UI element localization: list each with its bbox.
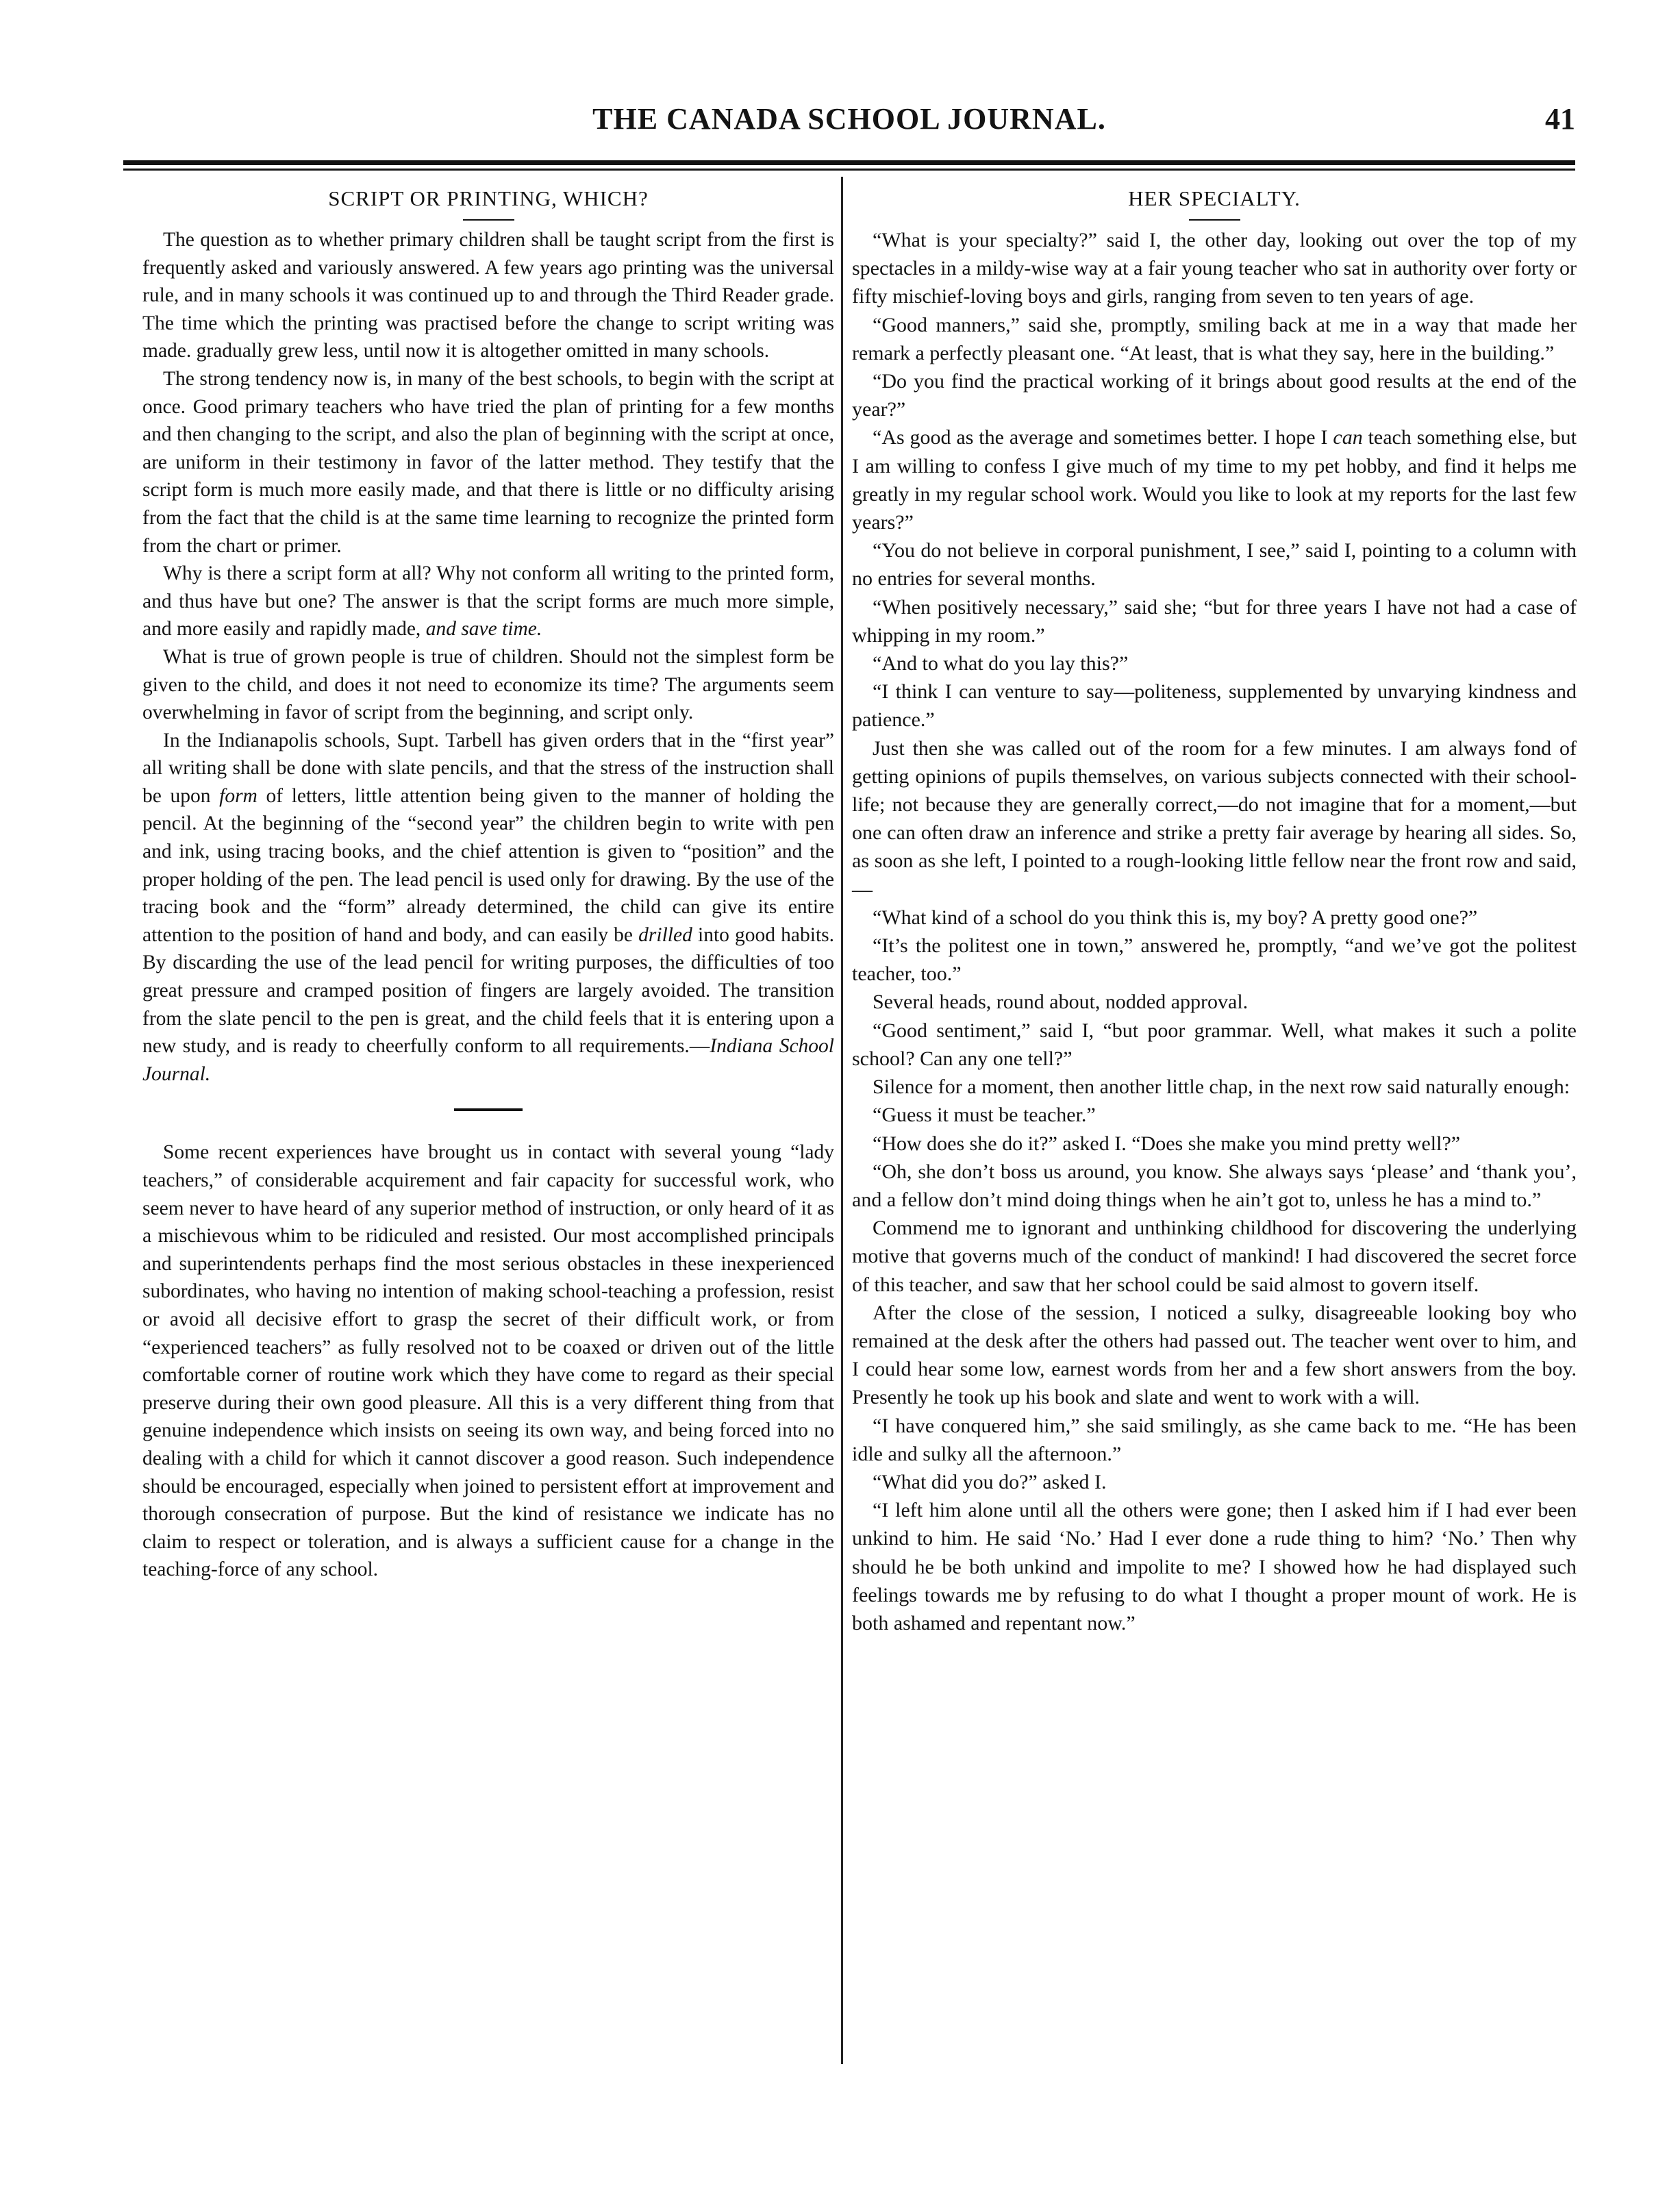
paragraph-text: “As good as the average and sometimes better. I hope I — [873, 426, 1328, 449]
paragraph-text: teach something else, but I am willing to confess I give much of my time to my pet hobby, and find it helps me greatly in my regular school work. Would you like to look at my reports for the last few years?” — [852, 426, 1577, 534]
emphasis-text: drilled — [638, 923, 692, 946]
paragraph: “Good sentiment,” said I, “but poor grammar. Well, what makes it such a polite school? Can any one tell?” — [852, 1019, 1577, 1070]
column-divider — [841, 177, 843, 2064]
paragraph: Several heads, round about, nodded approval. — [873, 991, 1249, 1014]
journal-title: THE CANADA SCHOOL JOURNAL. — [592, 102, 1106, 136]
emphasis-text: can — [1333, 426, 1363, 449]
paragraph: The question as to whether primary children shall be taught script from the first is frequently asked and variously answered. A few years ago printing was the universal rule, and in many schools it was continued up to and through the Third Reader grade. The time which the printing was practised before the change to script writing was made. gradually grew less, until now it is altogether omitted in many schools. — [142, 229, 834, 362]
source-citation: Indiana School Journal. — [142, 1035, 834, 1085]
paragraph: Commend me to ignorant and unthinking childhood for discovering the underlying motive that governs much of the conduct of mankind! I had discovered the secret force of this teacher, and saw that her school could be said almost to govern itself. — [852, 1217, 1577, 1296]
paragraph: “Oh, she don’t boss us around, you know. She always says ‘please’ and ‘thank you’, and a fellow don’t mind doing things when he ain’t got to, unless he has a mind to.” — [852, 1160, 1577, 1211]
paragraph: What is true of grown people is true of children. Should not the simplest form be given to the child, and does it not need to economize its time? The arguments seem overwhelming in favor of script from the beginning, and script only. — [142, 645, 834, 724]
paragraph: “I have conquered him,” she said smilingly, as she came back to me. “He has been idle and sulky all the afternoon.” — [852, 1414, 1577, 1465]
article-heading-her-specialty: HER SPECIALTY. — [1128, 186, 1301, 210]
paragraph: “Guess it must be teacher.” — [873, 1104, 1096, 1127]
paragraph-text: into good habits. By discarding the use of the lead pencil for writing purposes, the difficulties of too great pressure and cramped position of fingers are largely avoided. The transition from the slate pencil to the pen is great, and the child feels that it is entering upon a new study, and is ready to cheerfully conform to all requirements.— — [142, 923, 835, 1058]
article-heading-script-or-printing: SCRIPT OR PRINTING, WHICH? — [328, 186, 649, 210]
paragraph: “I left him alone until all the others were gone; then I asked him if I had ever been unkind to him. He said ‘No.’ Had I ever done a rude thing to him? ‘No.’ Then why should he be both unkind and impolite to me? I showed how he had displayed such feelings towards me by refusing to do what I thought a proper mount of work. He is both ashamed and repentant now.” — [852, 1499, 1577, 1634]
heading-rule — [1189, 219, 1240, 221]
section-rule — [454, 1108, 523, 1111]
paragraph: “What is your specialty?” said I, the other day, looking out over the top of my spectacles in a mildy-wise way at a fair young teacher who sat in authority over forty or fifty mischief-loving boys and girls, ranging from seven to ten years of age. — [852, 229, 1577, 308]
paragraph: After the close of the session, I noticed a sulky, disagreeable looking boy who remained at the desk after the others had passed out. The teacher went over to him, and I could hear some low, earnest words from her and a few short answers from the boy. Presently he took up his book and slate and went to work with a will. — [852, 1301, 1577, 1409]
emphasis-text: form — [219, 784, 258, 807]
paragraph: Some recent experiences have brought us in contact with several young “lady teachers,” of considerable acquirement and fair capacity for successful work, who seem never to have heard of any superior method of instruction, or only heard of it as a mischievous whim to be ridiculed and resisted. Our most accomplished principals and superintendents perhaps find the most serious obstacles in these inexperienced subordinates, who having no intention of making school-teaching a profession, resist or avoid all decisive effort to grasp the secret of their difficult work, or from “experienced teachers” as fully resolved not to be coaxed or driven out of the little comfortable corner of routine work which they have come to regard as their special preserve during their own good pleasure. All this is a very different thing from that genuine independence which insists on seeing its own way, and being forced into no dealing with a child for which it cannot discover a good reason. Such independence should be encouraged, especially when joined to persistent effort at improvement and thorough consecration of purpose. But the kind of resistance we indicate has no claim to respect or toleration, and is always a sufficient cause for a change in the teaching-force of any school. — [142, 1141, 834, 1581]
paragraph-text: In the Indianapolis schools, Supt. Tarbell has given orders that in the “first year” all writing shall be done with slate pencils, and that the stress of the instruction shall be upon — [142, 729, 834, 807]
right-column — [852, 179, 1577, 1637]
page-number: 41 — [1545, 102, 1575, 136]
paragraph: “I think I can venture to say—politeness, supplemented by unvarying kindness and patience.” — [852, 680, 1577, 732]
heading-rule — [463, 219, 514, 221]
paragraph: “What kind of a school do you think this is, my boy? A pretty good one?” — [873, 906, 1478, 929]
left-column — [142, 179, 834, 1584]
paragraph: “When positively necessary,” said she; “but for three years I have not had a case of whipping in my room.” — [852, 595, 1577, 647]
emphasis-text: and save time. — [425, 618, 542, 641]
paragraph: Silence for a moment, then another little chap, in the next row said naturally enough: — [873, 1075, 1570, 1099]
page-header — [120, 101, 1579, 149]
paragraph-text: of letters, little attention being given to the manner of holding the pencil. At the beginning of the “second year” the children begin to write with pen and ink, using tracing books, and the chief attention is given to “position” and the proper holding of the pen. The lead pencil is used only for drawing. By the use of the tracing book and the “form” already determined, the child can give its entire attention to the position of hand and body, and can easily be — [142, 784, 835, 946]
paragraph: “What did you do?” asked I. — [873, 1470, 1107, 1493]
header-rule-thin — [123, 169, 1575, 171]
paragraph — [852, 423, 1577, 536]
paragraph: “Good manners,” said she, promptly, smiling back at me in a way that made her remark a perfectly pleasant one. “At least, that is what they say, here in the building.” — [852, 313, 1577, 364]
paragraph: “How does she do it?” asked I. “Does she make you mind pretty well?” — [873, 1132, 1461, 1155]
paragraph: “You do not believe in corporal punishment, I see,” said I, pointing to a column with no entries for several months. — [852, 539, 1577, 590]
paragraph: The strong tendency now is, in many of the best schools, to begin with the script at once. Good primary teachers who have tried the plan of printing for a few months and then changing to the script, and also the plan of beginning with the script at once, are uniform in their testimony in favor of the latter method. They testify that the script form is much more easily made, and that there is little or no difficulty arising from the fact that the child is at the same time learning to recognize the printed form from the chart or primer. — [142, 367, 834, 557]
paragraph: Just then she was called out of the room for a few minutes. I am always fond of getting opinions of pupils themselves, on various subjects connected with their school-life; not because they are generally correct,—do not imagine that for a moment,—but one can often draw an inference and strike a pretty fair average by hearing all sides. So, as soon as she left, I pointed to a rough-looking little fellow near the front row and said,— — [852, 736, 1577, 901]
header-rule-thick — [123, 160, 1575, 165]
paragraph — [142, 727, 834, 1089]
paragraph: “It’s the politest one in town,” answered he, promptly, “and we’ve got the politest teacher, too.” — [852, 934, 1577, 986]
paragraph — [142, 560, 834, 643]
paragraph: “Do you find the practical working of it brings about good results at the end of the year?” — [852, 370, 1577, 421]
paragraph: “And to what do you lay this?” — [873, 652, 1129, 675]
paragraph-text: Why is there a script form at all? Why not conform all writing to the printed form, and thus have but one? The answer is that the script forms are much more simple, and more easily and rapidly made, — [142, 562, 834, 641]
